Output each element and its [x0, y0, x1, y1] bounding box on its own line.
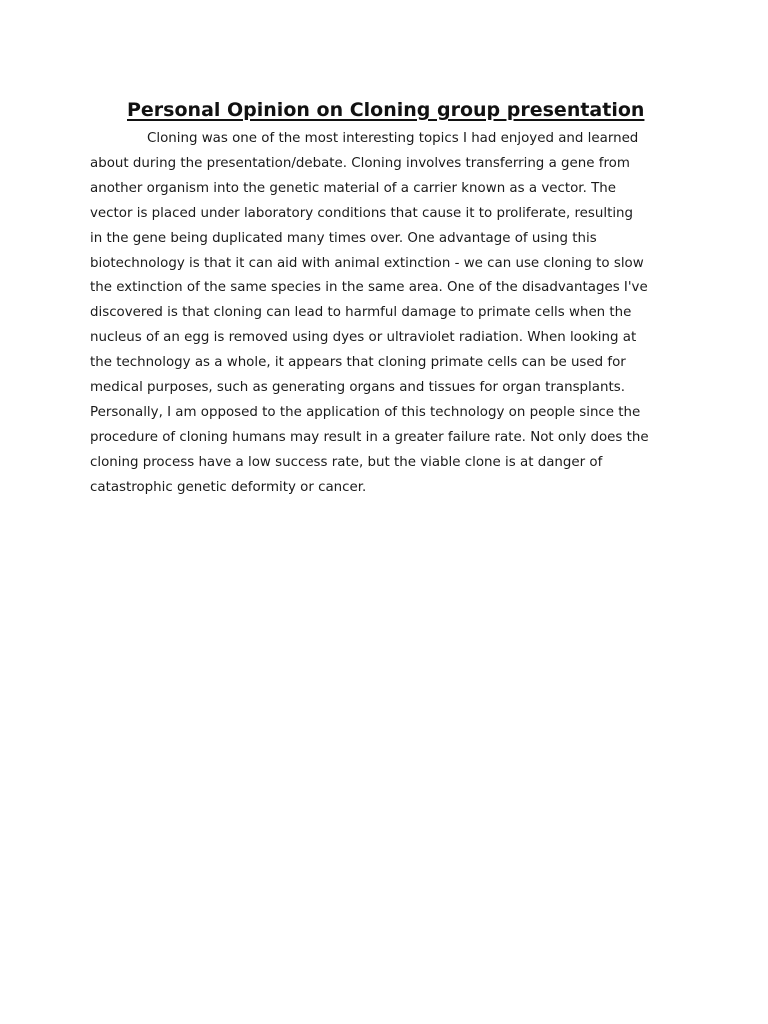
- paragraph-line: cloning process have a low success rate, but the viable clone is at danger of: [90, 454, 603, 470]
- document-body-paragraph: [90, 127, 655, 501]
- paragraph-line: catastrophic genetic deformity or cancer.: [90, 479, 367, 495]
- paragraph-line: Cloning was one of the most interesting topics I had enjoyed and learned: [147, 131, 639, 146]
- paragraph-line: vector is placed under laboratory conditions that cause it to proliferate, resulting: [90, 205, 634, 221]
- paragraph-line: biotechnology is that it can aid with animal extinction - we can use cloning to slow: [90, 255, 644, 271]
- paragraph-line: procedure of cloning humans may result in a greater failure rate. Not only does the: [90, 429, 649, 445]
- paragraph-line: about during the presentation/debate. Cloning involves transferring a gene from: [90, 155, 630, 171]
- paragraph-line: the extinction of the same species in the same area. One of the disadvantages I've: [90, 280, 648, 296]
- paragraph-line: another organism into the genetic material of a carrier known as a vector. The: [90, 180, 616, 196]
- paragraph-line: nucleus of an egg is removed using dyes or ultraviolet radiation. When looking at: [90, 330, 637, 346]
- paragraph-line: discovered is that cloning can lead to harmful damage to primate cells when the: [90, 305, 632, 321]
- document-title: Personal Opinion on Cloning group presentation: [127, 99, 645, 121]
- paragraph-line: in the gene being duplicated many times over. One advantage of using this: [90, 230, 597, 246]
- paragraph-line: medical purposes, such as generating organs and tissues for organ transplants.: [90, 380, 625, 396]
- paragraph-line: Personally, I am opposed to the application of this technology on people since the: [90, 404, 641, 420]
- paragraph-line: the technology as a whole, it appears that cloning primate cells can be used for: [90, 355, 626, 371]
